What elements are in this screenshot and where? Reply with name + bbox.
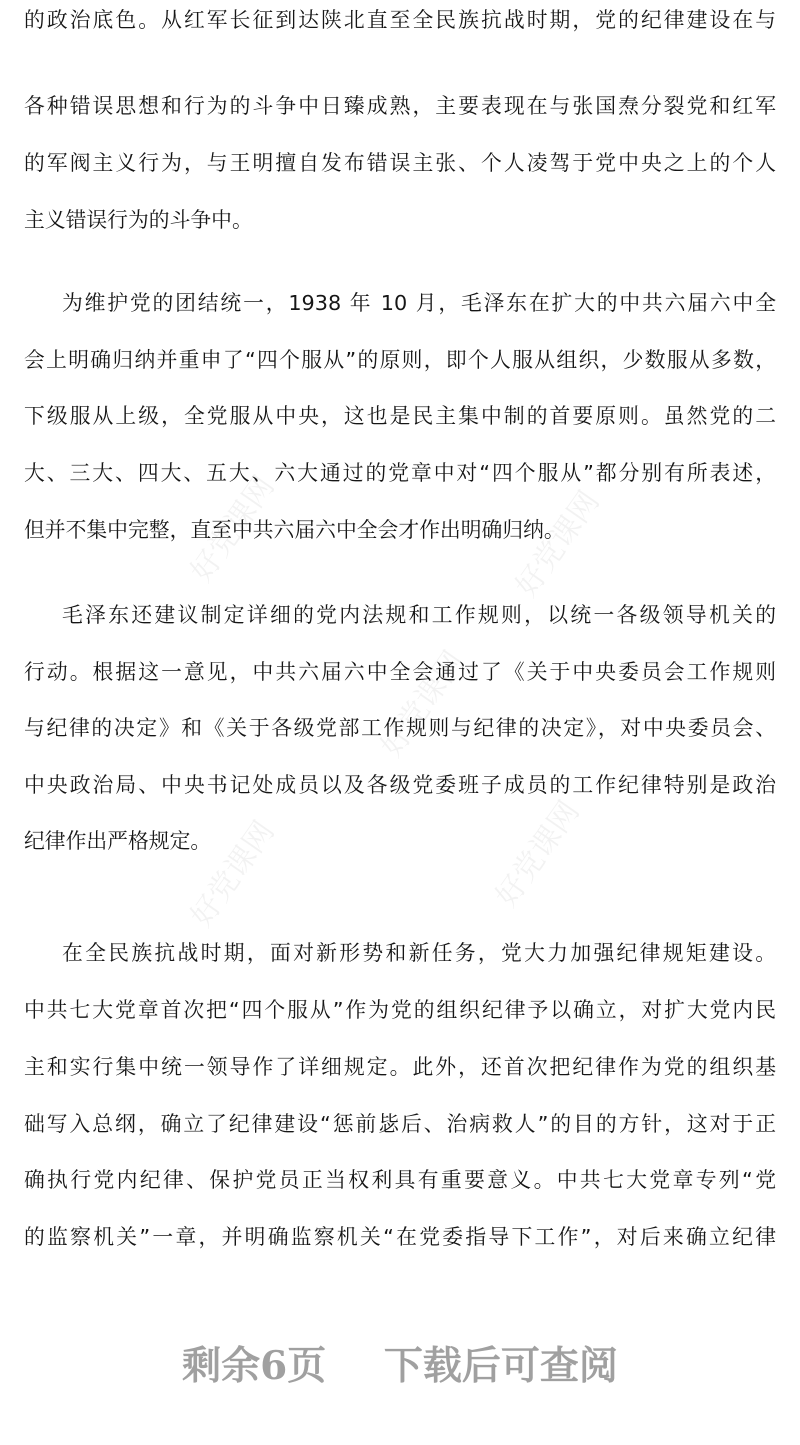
paragraph-4-line: 的监察机关”一章，并明确监察机关“在党委指导下工作”，对后来确立纪律: [24, 1225, 776, 1249]
paragraph-4-line: 础写入总纲，确立了纪律建设“惩前毖后、治病救人”的目的方针，这对于正: [24, 1112, 776, 1136]
paragraph-3-line: 纪律作出严格规定。: [24, 829, 212, 853]
paragraph-2-line: 为维护党的团结统一，1938 年 10 月，毛泽东在扩大的中共六届六中全: [62, 291, 776, 315]
watermark: 好党课网: [374, 644, 472, 764]
paragraph-2-line: 但并不集中完整，直至中共六届六中全会才作出明确归纳。: [24, 518, 565, 542]
paragraph-2-line: 大、三大、四大、五大、六大通过的党章中对“四个服从”都分别有所表述，: [24, 461, 776, 485]
paragraph-1-line: 的政治底色。从红军长征到达陕北直至全民族抗战时期，党的纪律建设在与: [24, 8, 776, 32]
paragraph-4-line: 主和实行集中统一领导作了详细规定。此外，还首次把纪律作为党的组织基: [24, 1055, 776, 1079]
watermark: 好党课网: [184, 814, 282, 934]
paragraph-3-line: 与纪律的决定》和《关于各级党部工作规则与纪律的决定》，对中央委员会、: [24, 716, 776, 740]
paragraph-1-line: 的军阀主义行为，与王明擅自发布错误主张、个人凌驾于党中央之上的个人: [24, 151, 776, 175]
paragraph-4-line: 确执行党内纪律、保护党员正当权利具有重要意义。中共七大党章专列“党: [24, 1168, 776, 1192]
remaining-pages-label: 剩余6页: [182, 1343, 327, 1389]
watermark: 好党课网: [509, 484, 607, 604]
paragraph-4-line: 在全民族抗战时期，面对新形势和新任务，党大力加强纪律规矩建设。: [62, 941, 776, 965]
paragraph-1-line: 主义错误行为的斗争中。: [24, 208, 253, 232]
paragraph-1-line: 各种错误思想和行为的斗争中日臻成熟，主要表现在与张国焘分裂党和红军: [24, 94, 776, 118]
paragraph-4-line: 中共七大党章首次把“四个服从”作为党的组织纪律予以确立，对扩大党内民: [24, 998, 776, 1022]
paragraph-3-line: 行动。根据这一意见，中共六届六中全会通过了《关于中央委员会工作规则: [24, 660, 776, 684]
download-prompt[interactable]: [0, 1343, 800, 1389]
paragraph-3-line: 中央政治局、中央书记处成员以及各级党委班子成员的工作纪律特别是政治: [24, 773, 776, 797]
paragraph-2-line: 会上明确归纳并重申了“四个服从”的原则，即个人服从组织，少数服从多数，: [24, 348, 776, 372]
watermark: 好党课网: [184, 469, 282, 589]
download-to-view-label[interactable]: 下载后可查阅: [383, 1343, 618, 1389]
paragraph-3-line: 毛泽东还建议制定详细的党内法规和工作规则，以统一各级领导机关的: [62, 603, 776, 627]
watermark: 好党课网: [489, 794, 587, 914]
paragraph-2-line: 下级服从上级，全党服从中央，这也是民主集中制的首要原则。虽然党的二: [24, 404, 776, 428]
